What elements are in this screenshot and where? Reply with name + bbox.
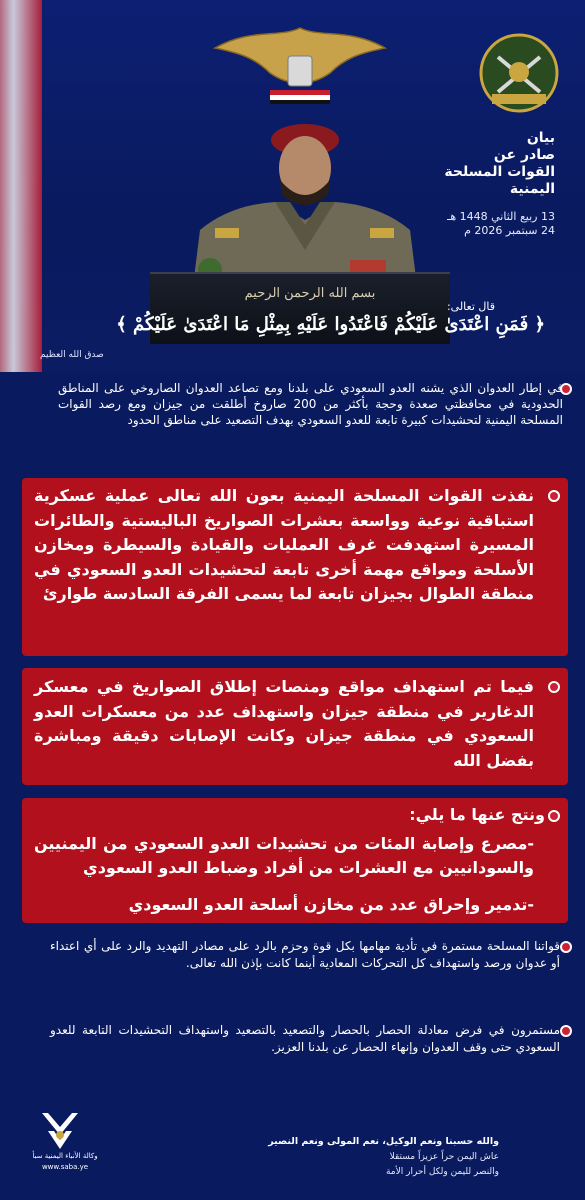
verse-closing: صدق الله العظيم (40, 350, 104, 360)
statement-line: صادر عن (493, 147, 555, 163)
anthem-lines (199, 1150, 499, 1180)
gregorian-date: 24 سبتمبر 2026 م (464, 224, 555, 237)
operation-paragraph: نفذت القوات المسلحة اليمنية بعون الله تعالى عملية عسكرية استباقية نوعية وواسعة بعشرات الصواريخ الباليستية والطائرات المسيرة استهدفت غرف العمليات والقيادة والسيطرة ومخازن الأسلحة ومواقع مهمة أخرى تابعة لتحشيدات العدو السعودي في منطقة الطوال بجيزان تابعة لما يسمى الفرقة السادسة طوارئ (34, 486, 534, 603)
statement-dates (447, 210, 555, 238)
intro-paragraph: في إطار العدوان الذي يشنه العدو السعودي على بلدنا ومع تصاعد العدوان الصاروخي على المناطق الحدودية في محافظتي صعدة وحجة بأكثر من 200 صاروخ أطلقت من جيزان ومع رصد القوات المسلحة اليمنية لتحشيدات كبيرة تابعة للعدو السعودي بهدف التصعيد على مناطق الحدود (58, 381, 564, 427)
bullet-icon (560, 1025, 572, 1037)
header-banner (0, 0, 585, 372)
bullet-icon (548, 810, 560, 822)
eagle-emblem-icon (210, 18, 390, 113)
result-item: -مصرع وإصابة المئات من تحشيدات العدو السعودي من اليمنيين والسودانيين مع العشرات من أفراد وضباط العدو السعودي (34, 834, 534, 877)
anthem-line: عاش اليمن حراً عزيزاً مستقلا (389, 1152, 499, 1162)
basmala: بسم الله الرحمن الرحيم (244, 286, 376, 301)
verse-intro: قال تعالى: (446, 300, 495, 313)
closing-line: والله حسبنا ونعم الوكيل، نعم المولى ونعم النصير (268, 1136, 499, 1147)
agency-url: www.saba.ye (41, 1163, 89, 1171)
targets-paragraph: فيما تم استهداف مواقع ومنصات إطلاق الصواريخ في معسكر الدغارير في منطقة جيزان واستهداف عدد من معسكرات العدو السعودي في منطقة جيزان وكانت الإصابات دقيقة ومباشرة بفضل الله (34, 677, 534, 770)
bullet-icon (560, 941, 572, 953)
bullet-icon (548, 490, 560, 502)
agency-name: وكالة الأنباء اليمنية سبأ (32, 1152, 98, 1160)
hijri-date: 13 ربيع الثاني 1448 هـ (447, 210, 555, 223)
quran-verse: ﴿ فَمَنِ اعْتَدَىٰ عَلَيْكُمْ فَاعْتَدُوا عَلَيْهِ بِمِثْلِ مَا اعْتَدَىٰ عَلَيْكُمْ ﴾ (116, 314, 545, 335)
armed-forces-emblem-icon (478, 32, 560, 114)
saba-logo-icon (36, 1105, 84, 1153)
statement-line: بيان (526, 130, 555, 146)
results-heading: ونتج عنها ما يلي: (409, 805, 545, 824)
result-item: -تدمير وإحراق عدد من مخازن أسلحة العدو السعودي (128, 895, 534, 914)
statement-title (444, 130, 555, 198)
continue-paragraph: مستمرون في فرض معادلة الحصار بالحصار والتصعيد بالتصعيد واستهداف التحشيدات التابعة للعدو السعودي حتى وقف العدوان وإنهاء الحصار عن بلدنا العزيز. (50, 1023, 560, 1054)
anthem-line: والنصر لليمن ولكل أحرار الأمة (385, 1167, 499, 1177)
statement-line: اليمنية (509, 181, 555, 197)
yemen-flag (0, 0, 42, 372)
statement-line: القوات المسلحة (444, 164, 555, 180)
forces-paragraph: قواتنا المسلحة مستمرة في تأدية مهامها بكل قوة وحزم بالرد على مصادر التهديد والرد على أي اعتداء أو عدوان ورصد واستهداف كل التحركات المعادية أينما كانت بإذن الله تعالى. (50, 939, 560, 970)
bullet-icon (548, 681, 560, 693)
